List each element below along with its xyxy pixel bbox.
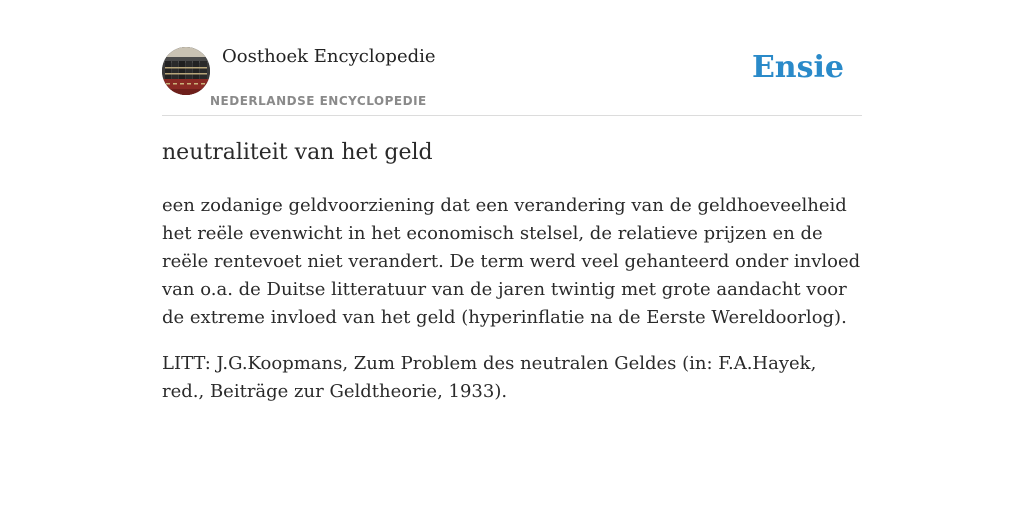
entry-content <box>162 192 862 424</box>
entry-body: een zodanige geldvoorziening dat een verandering van de geldhoeveelheid het reële evenwicht in het economisch stelsel, de relatieve prijzen en de reële rentevoet niet verandert. De term werd veel gehanteerd onder invloed van o.a. de Duitse litteratuur van de jaren twintig met grote aandacht voor de extreme invloed van het geld (hyperinflatie na de Eerste Wereldoorlog). <box>162 195 861 328</box>
source-subtitle: NEDERLANDSE ENCYCLOPEDIE <box>210 94 427 108</box>
encyclopedia-books-icon[interactable] <box>162 47 210 95</box>
entry-title: neutraliteit van het geld <box>162 140 433 165</box>
ensie-logo-link[interactable]: Ensie <box>751 50 844 85</box>
entry-literature: LITT: J.G.Koopmans, Zum Problem des neutralen Geldes (in: F.A.Hayek, red., Beiträge zur Geldtheorie, 1933). <box>162 353 817 402</box>
source-title[interactable]: Oosthoek Encyclopedie <box>222 46 436 67</box>
source-header <box>162 46 862 116</box>
